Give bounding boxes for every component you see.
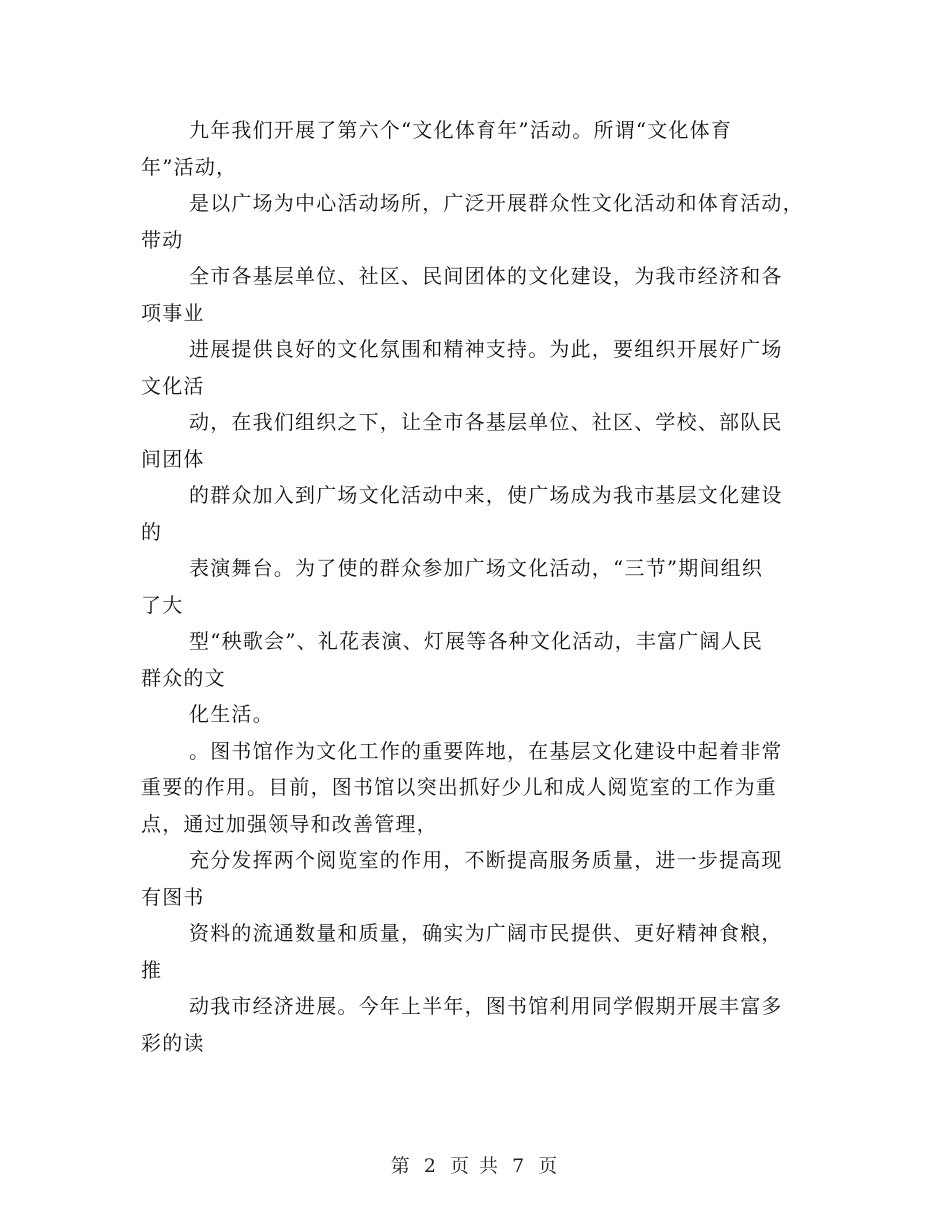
text-line: 动我市经济进展。今年上半年，图书馆利用同学假期开展丰富多 — [189, 994, 783, 1018]
text-line: 带动 — [141, 227, 184, 252]
text-line: 重要的作用。目前，图书馆以突出抓好少儿和成人阅览室的工作为重 — [141, 775, 777, 799]
text-line: 。图书馆作为文化工作的重要阵地，在基层文化建设中起着非常 — [189, 738, 783, 763]
text-line: 资料的流通数量和质量，确实为广阔市民提供、更好精神食粮， — [189, 921, 783, 945]
text-line: 有图书 — [141, 884, 205, 909]
text-line: 推 — [141, 957, 163, 982]
text-line: 动，在我们组织之下，让全市各基层单位、社区、学校、部队民 — [189, 410, 783, 434]
page-footer — [0, 1151, 950, 1178]
body-text — [141, 112, 821, 1061]
text-line: 点，通过加强领导和改善管理， — [141, 811, 438, 836]
text-line: 项事业 — [141, 300, 205, 325]
text-line: 化生活。 — [189, 702, 274, 726]
text-line: 全市各基层单位、社区、民间团体的文化建设，为我市经济和各 — [189, 264, 783, 288]
text-line: 年”活动， — [141, 154, 238, 179]
text-line: 彩的读 — [141, 1030, 205, 1055]
footer-suffix: 页 — [538, 1155, 560, 1177]
text-line: 的群众加入到广场文化活动中来，使广场成为我市基层文化建设 — [189, 483, 783, 507]
text-line: 了大 — [141, 592, 184, 617]
footer-middle: 页 共 — [449, 1155, 501, 1177]
text-line: 型“秧歌会”、礼花表演、灯展等各种文化活动，丰富广阔人民 — [189, 629, 764, 653]
text-line: 表演舞台。为了使的群众参加广场文化活动，“三节”期间组织 — [189, 556, 764, 580]
footer-prefix: 第 — [390, 1155, 412, 1177]
footer-total-pages: 7 — [512, 1155, 527, 1177]
text-line: 间团体 — [141, 446, 205, 471]
text-line: 群众的文 — [141, 665, 226, 690]
text-line: 充分发挥两个阅览室的作用，不断提高服务质量，进一步提高现 — [189, 848, 783, 872]
text-line: 进展提供良好的文化氛围和精神支持。为此，要组织开展好广场 — [189, 337, 783, 361]
footer-current-page: 2 — [423, 1155, 438, 1177]
text-line: 文化活 — [141, 373, 205, 398]
text-line: 九年我们开展了第六个“文化体育年”活动。所谓“文化体育 — [189, 118, 733, 142]
text-line: 的 — [141, 519, 163, 544]
text-line: 是以广场为中心活动场所，广泛开展群众性文化活动和体育活动， — [189, 191, 804, 215]
